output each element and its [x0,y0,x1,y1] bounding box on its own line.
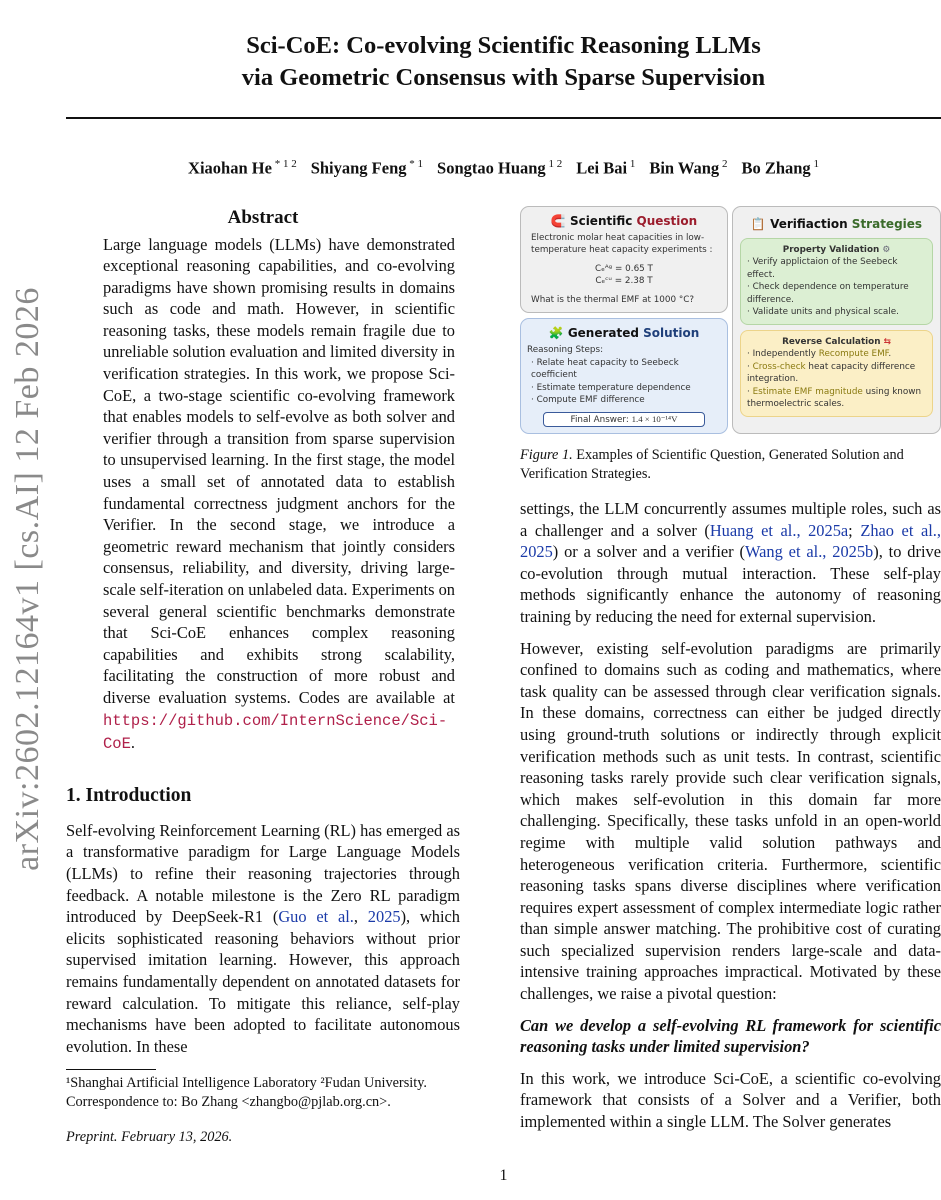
author-name: Bo Zhang [741,158,811,178]
author-name: Lei Bai [576,158,628,178]
author-affiliation: * 1 [406,158,424,170]
subpanel-title: Reverse Calculation [782,336,881,347]
figure-caption [520,446,941,484]
figure-1 [520,206,941,435]
document-search-icon: 📋 [750,216,766,231]
panel-title-accent: Solution [643,326,700,340]
citation-link[interactable]: 2025 [367,907,401,927]
equation: Cₑᶜᵘ = 2.38 T [595,276,653,286]
reverse-calculation-box [740,330,933,417]
property-validation-box [740,238,933,325]
citation-link[interactable]: Wang et al., 2025b [744,542,874,562]
citation-link[interactable]: Zhao et al., 2025 [520,520,941,562]
author-affiliation: * 1 2 [271,158,297,170]
author-list [66,153,941,180]
highlighted-text: Recompute EMF [818,349,889,359]
verification-strategies-panel [732,206,941,435]
magnet-icon: 🧲 [550,213,566,228]
text-run: . [130,733,136,753]
paragraph [520,1068,941,1133]
footnote: ¹Shanghai Artificial Intelligence Laboratory ²Fudan University. Correspondence to: Bo Zhang <zhangbo@pjlab.org.cn>. [66,1075,427,1111]
title-line: via Geometric Consensus with Sparse Supervision [241,64,766,91]
validation-item: · Validate units and physical scale. [747,307,899,317]
final-answer-box [543,412,705,428]
highlighted-text: Estimate EMF magnitude [752,386,863,397]
gears-icon: ⚙ [882,244,891,255]
citation-link[interactable]: Huang et al., 2025a [709,520,849,540]
question-text: Electronic molar heat capacities in low-temperature heat capacity experiments : [531,232,713,255]
author-name: Xiaohan He [188,158,272,178]
text-run: ) or a solver and a verifier ( [552,542,745,562]
text-run: settings, the LLM concurrently assumes multiple roles, such as a challenger and a solver ( [520,499,941,540]
text-run: ), which elicits sophisticated reasoning behaviors without prior supervised imitation learning. However, this approach remains fundamentally dependent on annotated datasets for reward calculation. To mitigate this reliance, self-play mechanisms have been adopted to facilitate autonomous evolution. In these [66,907,460,1056]
author [649,153,727,180]
text-run: In this work, we introduce Sci-CoE, a scientific co-evolving framework that consists of a Solver and a Verifier, both implemented within a single LLM. The Solver generates [520,1068,941,1132]
reverse-item [747,348,926,361]
author [576,153,635,180]
steps-label: Reasoning Steps: [527,345,604,355]
text-run: heat capacity difference integration. [747,361,916,384]
author-name: Bin Wang [649,158,720,178]
figure-left-stack [520,206,728,435]
footnote-rule [66,1069,156,1070]
author [188,153,297,180]
text-run: . [888,349,892,359]
text-run: · [747,361,753,372]
text-run: ; [848,520,861,540]
citation-link[interactable]: Guo et al. [278,907,354,927]
text-run: · [747,386,753,397]
generated-solution-panel [520,318,728,434]
author [741,153,819,180]
question-ask: What is the thermal EMF at 1000 °C? [531,294,695,305]
author-affiliation: 1 [810,158,819,170]
left-column [66,206,460,1148]
text-run: However, existing self-evolution paradigms are primarily confined to domains such as coding and mathematics, where task quality can be assessed through clear verification signals. In these domains, correctness can either be judged directly using ground-truth solutions or indirectly through explicit verification methods such as unit tests. In contrast, scientific reasoning tasks rarely provide such clear verification signals, which makes self-evolution in this domain far more challenging. Specifically, these tasks unfold in an open-world regime with multiple valid solution pathways and heterogeneous verification criteria. Furthermore, scientific reasoning tasks spans diverse disciplines where verification requires expert assessment of complex intermediate logic rather than simple answer matching. The prohibitive cost of curating such specialized supervision renders large-scale and data-intensive training approaches impractical. Motivated by these challenges, we raise a pivotal question: [520,638,941,1004]
two-column-body [66,206,941,1148]
abstract-text [103,234,455,756]
subpanel-title: Property Validation [782,244,880,255]
panel-title: Verifiaction [770,216,852,231]
step: · Relate heat capacity to Seebeck coefficient [531,357,679,380]
abstract-heading: Abstract [227,206,299,228]
author-name: Songtao Huang [437,158,546,178]
research-question: Can we develop a self-evolving RL framework for scientific reasoning tasks under limited supervision? [520,1015,941,1057]
step: · Estimate temperature dependence [531,382,691,393]
final-answer-value: 1.4 × 10⁻¹⁴V [631,413,678,424]
validation-item: · Check dependence on temperature difference. [747,282,909,305]
panel-title: Generated [567,326,644,340]
author-affiliation: 1 2 [545,158,563,170]
final-answer-label: Final Answer: [570,414,629,425]
text-run: using known thermoelectric scales. [747,386,922,409]
reverse-item [747,361,926,386]
paragraph [520,498,941,628]
text-run: · Independently [747,349,819,359]
validation-item: · Verify applictaion of the Seebeck effect. [747,257,898,280]
title-line: Sci-CoE: Co-evolving Scientific Reasoning LLMs [246,32,761,59]
text-run: , [353,907,368,927]
text-run: Self-evolving Reinforcement Learning (RL) has emerged as a transformative paradigm for Large Language Models (LLMs) to refine their reasoning trajectories through feedback. A notable milestone is the Zero RL paradigm introduced by DeepSeek-R1 ( [66,820,460,927]
caption-text: Examples of Scientific Question, Generated Solution and Verification Strategies. [520,447,904,482]
swap-arrows-icon: ⇆ [883,336,891,347]
author [437,153,562,180]
paper-title [66,0,941,94]
author [311,153,423,180]
text-run: ), to drive co-evolution through mutual interaction. These self-play methods significantly enhance the autonomy of reasoning training by reducing the need for external supervision. [520,542,941,626]
preprint-date: Preprint. February 13, 2026. [66,1129,233,1146]
text-run: Large language models (LLMs) have demonstrated exceptional reasoning capabilities, and co-evolving paradigms have shown promising results in domains such as code and math. However, in scientific reasoning tasks, these models remain fragile due to unreliable solution evaluation and limited diversity in verification strategies. In this work, we propose Sci-CoE, a two-stage scientific co-evolving framework that enables models to self-evolve as both solver and verifier through a transition from sparse supervision to unsupervised learning. In the first stage, the model uses a small set of annotated data to establish fundamental correctness judgment anchors for the Verifier. In the second stage, we introduce a geometric reward mechanism that jointly considers consensus, reliability, and diversity, driving large-scale self-iteration on unlabeled data. Experiments on several general scientific benchmarks demonstrate that Sci-CoE enhances complex reasoning capabilities and exhibits strong scalability, facilitating the construction of more robust and diverse evaluation systems. Codes are available at [103,234,455,707]
right-column [520,206,941,1133]
caption-label: Figure 1. [520,447,573,463]
arxiv-stamp: arXiv:2602.12164v1 [cs.AI] 12 Feb 2026 [9,287,46,871]
author-name: Shiyang Feng [310,158,407,178]
reverse-item [747,386,926,411]
solver-icon: 🧩 [548,326,564,340]
panel-title-accent: Question [636,213,698,228]
author-affiliation: 2 [719,158,728,170]
author-affiliation: 1 [627,158,636,170]
paragraph [520,638,941,1005]
scientific-question-panel [520,206,728,314]
step: · Compute EMF difference [531,395,645,405]
page-number: 1 [499,1167,508,1185]
code-url-link[interactable]: https://github.com/InternScience/Sci-CoE [103,711,448,754]
panel-title: Scientific [569,213,637,228]
introduction-heading: 1. Introduction [66,784,192,806]
introduction-text [66,820,460,1058]
highlighted-text: Cross-check [752,361,806,372]
title-rule [66,117,941,119]
equation: Cₑᴬᵍ = 0.65 T [595,263,653,274]
panel-title-accent: Strategies [851,216,923,231]
